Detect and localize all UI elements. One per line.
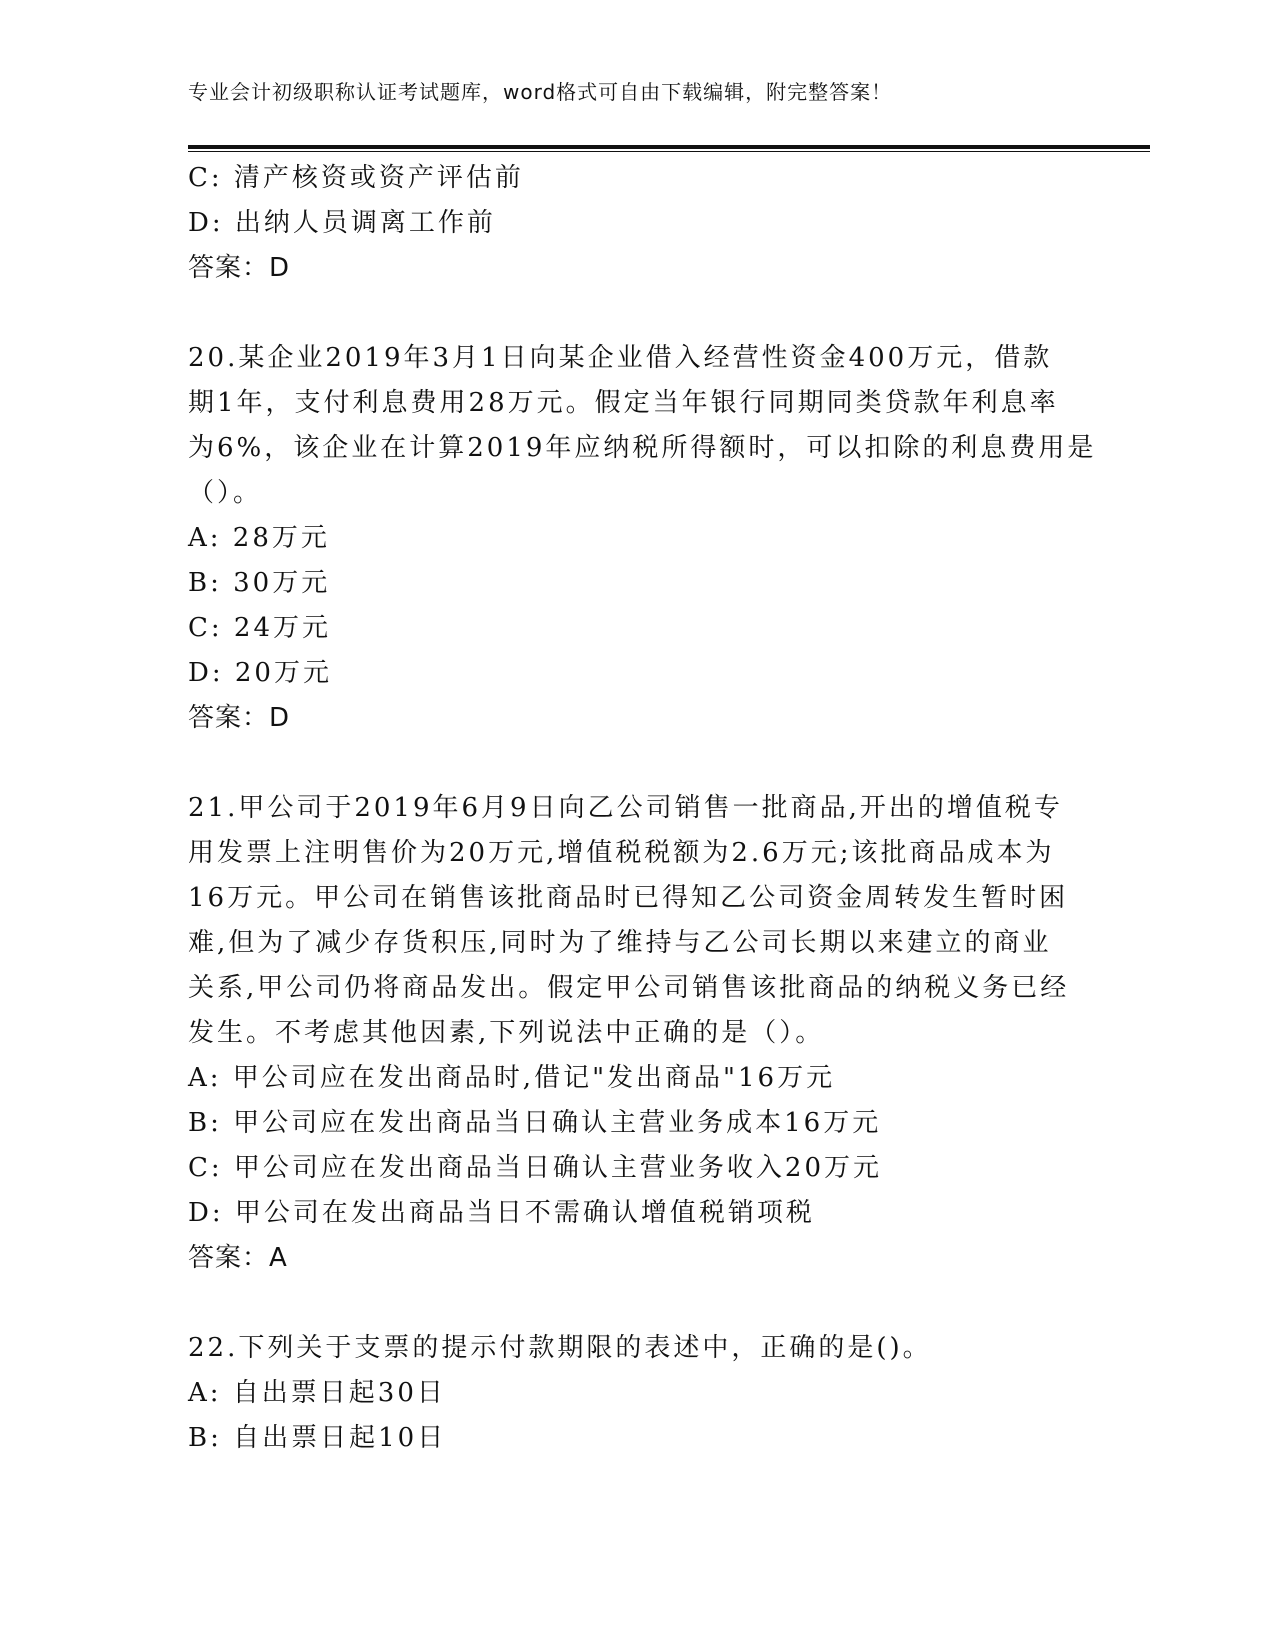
question-stem-line: 期1年，支付利息费用28万元。假定当年银行同期同类贷款年利息率 xyxy=(188,388,1059,418)
spacer xyxy=(188,741,1088,786)
answer: 答案：D xyxy=(188,703,291,733)
header-rule-thin xyxy=(188,151,1150,152)
question-22 xyxy=(188,1326,1088,1461)
question-stem-line: 22.下列关于支票的提示付款期限的表述中，正确的是()。 xyxy=(188,1333,932,1363)
option-b: B: 甲公司应在发出商品当日确认主营业务成本16万元 xyxy=(188,1108,882,1138)
question-stem-line: 21.甲公司于2019年6月9日向乙公司销售一批商品,开出的增值税专 xyxy=(188,793,1063,823)
spacer xyxy=(188,291,1088,336)
option-c: C: 清产核资或资产评估前 xyxy=(188,163,524,193)
question-stem-line: （）。 xyxy=(188,478,263,508)
option-a: A: 甲公司应在发出商品时,借记"发出商品"16万元 xyxy=(188,1063,836,1093)
question-stem-line: 难,但为了减少存货积压,同时为了维持与乙公司长期以来建立的商业 xyxy=(188,928,1052,958)
question-stem-line: 16万元。甲公司在销售该批商品时已得知乙公司资金周转发生暂时困 xyxy=(188,883,1069,913)
question-20 xyxy=(188,336,1097,741)
option-c: C: 甲公司应在发出商品当日确认主营业务收入20万元 xyxy=(188,1153,883,1183)
question-stem-line: 为6%，该企业在计算2019年应纳税所得额时，可以扣除的利息费用是 xyxy=(188,433,1097,463)
option-b: B: 自出票日起10日 xyxy=(188,1423,447,1453)
option-d: D: 出纳人员调离工作前 xyxy=(188,208,496,238)
question-21 xyxy=(188,786,1088,1281)
option-d: D: 20万元 xyxy=(188,658,332,688)
question-stem-line: 20.某企业2019年3月1日向某企业借入经营性资金400万元，借款 xyxy=(188,343,1053,373)
option-a: A: 自出票日起30日 xyxy=(188,1378,446,1408)
question-content xyxy=(188,156,1097,1461)
option-b: B: 30万元 xyxy=(188,568,331,598)
option-a: A: 28万元 xyxy=(188,523,330,553)
page-header: 专业会计初级职称认证考试题库，word格式可自由下载编辑，附完整答案！ xyxy=(188,80,893,104)
option-d: D: 甲公司在发出商品当日不需确认增值税销项税 xyxy=(188,1198,815,1228)
answer: 答案：A xyxy=(188,1243,288,1273)
question-stem-line: 用发票上注明售价为20万元,增值税税额为2.6万元;该批商品成本为 xyxy=(188,838,1055,868)
header-rule-thick xyxy=(188,145,1150,149)
question-19-tail xyxy=(188,156,1088,291)
answer: 答案：D xyxy=(188,253,291,283)
option-c: C: 24万元 xyxy=(188,613,332,643)
question-stem-line: 关系,甲公司仍将商品发出。假定甲公司销售该批商品的纳税义务已经 xyxy=(188,973,1070,1003)
question-stem-line: 发生。不考虑其他因素,下列说法中正确的是（）。 xyxy=(188,1018,825,1048)
spacer xyxy=(188,1281,1088,1326)
